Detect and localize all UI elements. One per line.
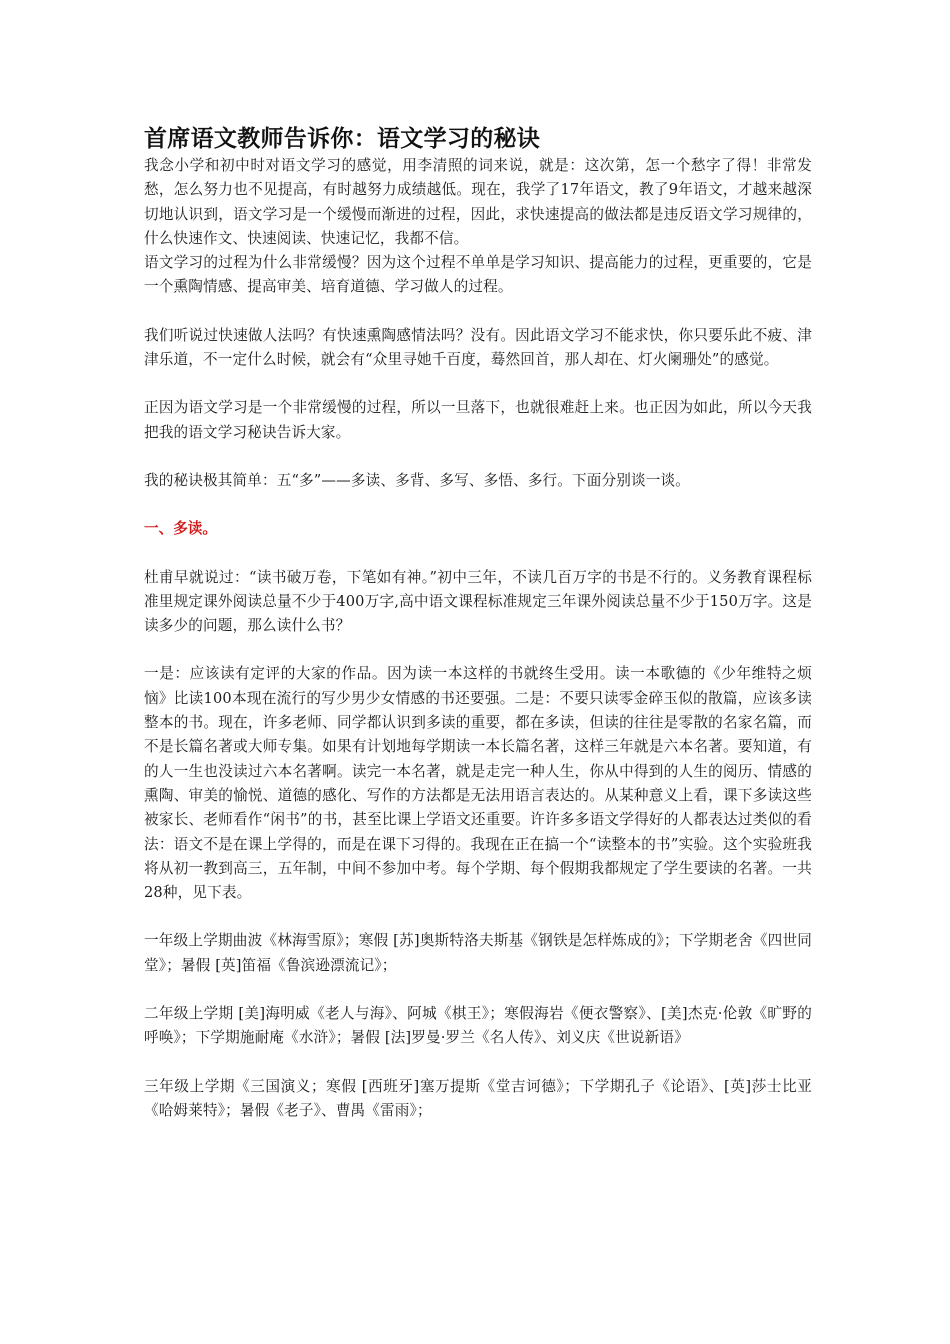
reading-list-grade-1: 一年级上学期曲波《林海雪原》；寒假 [苏]奥斯特洛夫斯基《钢铁是怎样炼成的》；下学期老舍《四世同堂》；暑假 [英]笛福《鲁滨逊漂流记》； xyxy=(144,932,812,974)
paragraph-five-more: 我的秘诀极其简单：五“多”——多读、多背、多写、多悟、多行。下面分别谈一谈。 xyxy=(144,471,690,489)
paragraph-no-shortcut: 我们听说过快速做人法吗？有快速熏陶感情法吗？没有。因此语文学习不能求快，你只要乐此不疲、津津乐道，不一定什么时候，就会有“众里寻她千百度，蓦然回首，那人却在、灯火阑珊处”的感觉。 xyxy=(144,326,812,369)
paragraph-intro: 我念小学和初中时对语文学习的感觉，用李清照的词来说，就是：这次第，怎一个愁字了得！非常发愁，怎么努力也不见提高，有时越努力成绩越低。现在，我学了17年语文，教了9年语文，才越来越深切地认识到，语文学习是一个缓慢而渐进的过程，因此，求快速提高的做法都是违反语文学习规律的，什么快速作文、快速阅读、快速记忆，我都不信。 xyxy=(144,157,812,247)
section-heading-read-more: 一、多读。 xyxy=(144,520,217,538)
paragraph-why-slow: 语文学习的过程为什么非常缓慢？因为这个过程不单单是学习知识、提高能力的过程，更重要的，它是一个熏陶情感、提高审美、培育道德、学习做人的过程。 xyxy=(144,254,812,296)
reading-list-grade-2: 二年级上学期 [美]海明威《老人与海》、阿城《棋王》；寒假海岩《便衣警察》、[美]杰克·伦敦《旷野的呼唤》；下学期施耐庵《水浒》；暑假 [法]罗曼·罗兰《名人传》、刘义庆《世说新语》 xyxy=(144,1005,812,1047)
article-title: 首席语文教师告诉你：语文学习的秘诀 xyxy=(144,126,541,152)
article xyxy=(144,124,812,1123)
paragraph-what-to-read: 一是：应该读有定评的大家的作品。因为读一本这样的书就终生受用。读一本歌德的《少年维特之烦恼》比读100本现在流行的写少男少女情感的书还要强。二是：不要只读零金碎玉似的散篇，应该多读整本的书。现在，许多老师、同学都认识到多读的重要，都在多读，但读的往往是零散的名家名篇，而不是长篇名著或大师专集。如果有计划地每学期读一本长篇名著，这样三年就是六本名著。要知道，有的人一生也没读过六本名著啊。读完一本名著，就是走完一种人生，你从中得到的人生的阅历、情感的熏陶、审美的愉悦、道德的感化、写作的方法都是无法用语言表达的。从某种意义上看，课下多读这些被家长、老师看作“闲书”的书，甚至比课上学语文还重要。许许多多语文学得好的人都表达过类似的看法：语文不是在课上学得的，而是在课下习得的。我现在正在搞一个“读整本的书”实验。这个实验班我将从初一教到高三，五年制，中间不参加中考。每个学期、每个假期我都规定了学生要读的名著。一共28种，见下表。 xyxy=(144,665,812,902)
paragraph-dufu-quote: 杜甫早就说过：“读书破万卷，下笔如有神。”初中三年，不读几百万字的书是不行的。义务教育课程标准里规定课外阅读总量不少于400万字,高中语文课程标准规定三年课外阅读总量不少于150万字。这是读多少的问题，那么读什么书？ xyxy=(144,568,812,635)
paragraph-secret-intro: 正因为语文学习是一个非常缓慢的过程，所以一旦落下，也就很难赶上来。也正因为如此，所以今天我把我的语文学习秘诀告诉大家。 xyxy=(144,399,812,441)
reading-list-grade-3: 三年级上学期《三国演义；寒假 [西班牙]塞万提斯《堂吉诃德》；下学期孔子《论语》、[英]莎士比亚《哈姆莱特》；暑假《老子》、曹禺《雷雨》； xyxy=(144,1077,812,1119)
